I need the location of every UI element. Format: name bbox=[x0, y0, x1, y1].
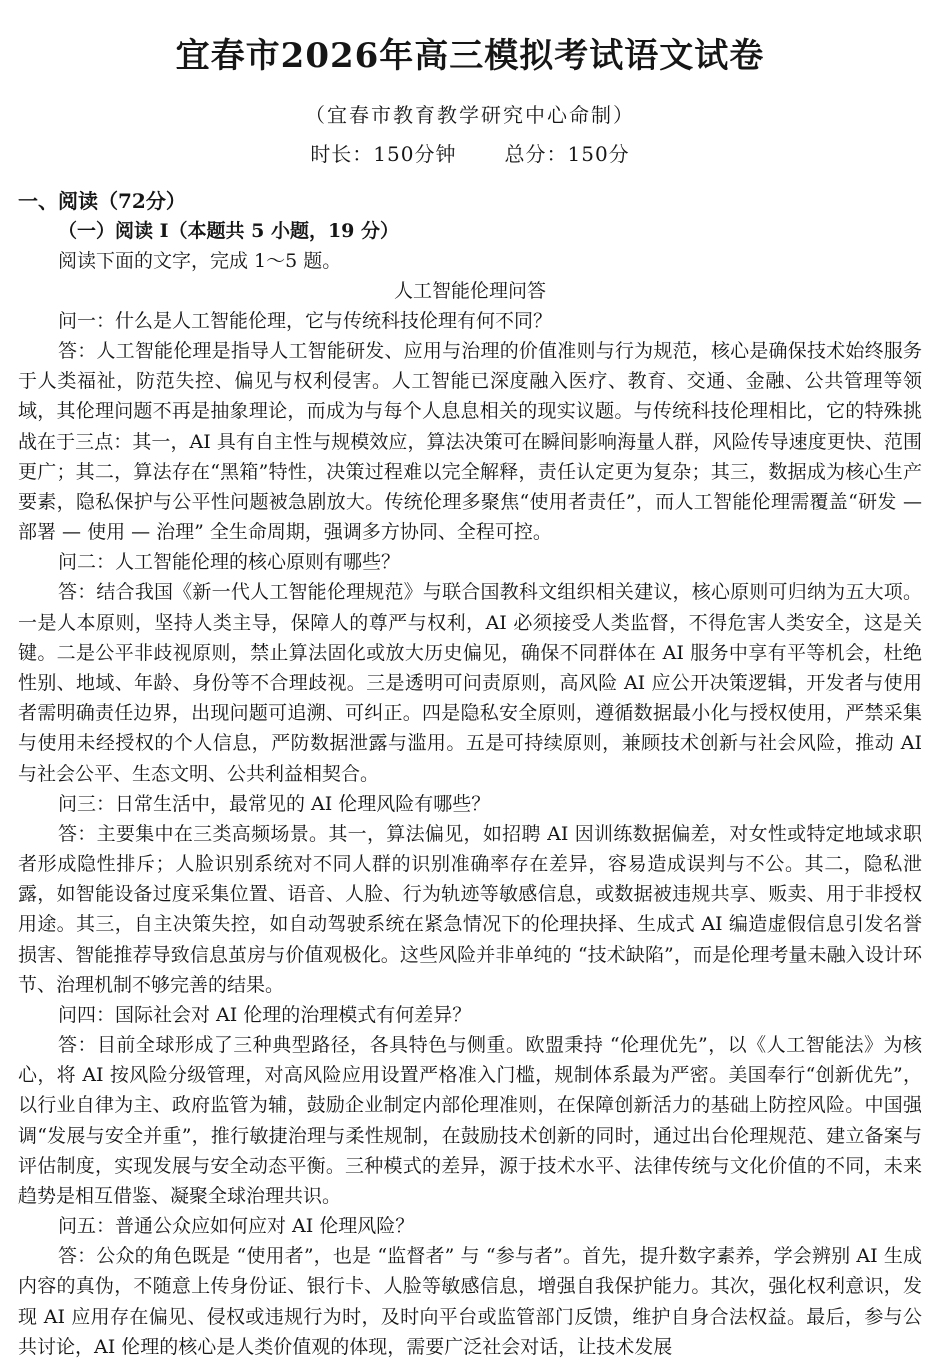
question-3: 问三：日常生活中，最常见的 AI 伦理风险有哪些？ bbox=[58, 792, 491, 815]
exam-meta bbox=[18, 138, 922, 170]
answer-1: 答：人工智能伦理是指导人工智能研发、应用与治理的价值准则与行为规范，核心是确保技术始终服务于人类福祉，防范失控、偏见与权利侵害。人工智能已深度融入医疗、教育、交通、金融、公共管理等领域，其伦理问题不再是抽象理论，而成为与每个人息息相关的现实议题。与传统科技伦理相比，它的特殊挑战在于三点：其一，AI 具有自主性与规模效应，算法决策可在瞬间影响海量人群，风险传导速度更快、范围更广；其二，算法存在“黑箱”特性，决策过程难以完全解释，责任认定更为复杂；其三，数据成为核心生产要素，隐私保护与公平性问题被急剧放大。传统伦理多聚焦“使用者责任”，而人工智能伦理需覆盖“研发 — 部署 — 使用 — 治理” 全生命周期，强调多方协同、全程可控。 bbox=[18, 340, 922, 544]
exam-duration: 时长：150分钟 bbox=[310, 142, 457, 166]
reading-instruction: 阅读下面的文字，完成 1～5 题。 bbox=[58, 250, 342, 272]
section-heading: 一、阅读（72分） bbox=[18, 189, 186, 213]
question-2: 问二：人工智能伦理的核心原则有哪些？ bbox=[58, 551, 401, 574]
question-4: 问四：国际社会对 AI 伦理的治理模式有何差异？ bbox=[58, 1004, 472, 1027]
exam-total-score: 总分：150分 bbox=[504, 142, 630, 166]
answer-2: 答：结合我国《新一代人工智能伦理规范》与联合国教科文组织相关建议，核心原则可归纳为五大项。一是人本原则，坚持人类主导，保障人的尊严与权利，AI 必须接受人类监督，不得危害人类安全，这是关键。二是公平非歧视原则，禁止算法固化或放大历史偏见，确保不同群体在 AI 服务中享有平等机会，杜绝性别、地域、年龄、身份等不合理歧视。三是透明可问责原则，高风险 AI 应公开决策逻辑，开发者与使用者需明确责任边界，出现问题可追溯、可纠正。四是隐私安全原则，遵循数据最小化与授权使用，严禁采集与使用未经授权的个人信息，严防数据泄露与滥用。五是可持续原则，兼顾技术创新与社会风险，推动 AI 与社会公平、生态文明、公共利益相契合。 bbox=[18, 581, 922, 785]
exam-issuer: （宜春市教育教学研究中心命制） bbox=[305, 103, 635, 127]
article-title: 人工智能伦理问答 bbox=[393, 280, 546, 302]
question-5: 问五：普通公众应如何应对 AI 伦理风险？ bbox=[58, 1215, 415, 1238]
answer-5: 答：公众的角色既是 “使用者”，也是 “监督者” 与 “参与者”。首先，提升数字素养，学会辨别 AI 生成内容的真伪，不随意上传身份证、银行卡、人脸等敏感信息，增强自我保护能力。其次，强化权利意识，发现 AI 应用存在偏见、侵权或违规行为时，及时向平台或监管部门反馈，维护自身合法权益。最后，参与公共讨论，AI 伦理的核心是人类价值观的体现，需要广泛社会对话，让技术发展 bbox=[18, 1245, 922, 1358]
answer-4: 答：目前全球形成了三种典型路径，各具特色与侧重。欧盟秉持 “伦理优先”，以《人工智能法》为核心，将 AI 按风险分级管理，对高风险应用设置严格准入门槛，规制体系最为严密。美国奉行“创新优先”，以行业自律为主、政府监管为辅，鼓励企业制定内部伦理准则，在保障创新活力的基础上防控风险。中国强调“发展与安全并重”，推行敏捷治理与柔性规制，在鼓励技术创新的同时，通过出台伦理规范、建立备案与评估制度，实现发展与安全动态平衡。三种模式的差异，源于技术水平、法律传统与文化价值的不同，未来趋势是相互借鉴、凝聚全球治理共识。 bbox=[18, 1034, 922, 1208]
exam-title: 宜春市2026年高三模拟考试语文试卷 bbox=[175, 36, 765, 76]
answer-3: 答：主要集中在三类高频场景。其一，算法偏见，如招聘 AI 因训练数据偏差，对女性或特定地域求职者形成隐性排斥；人脸识别系统对不同人群的识别准确率存在差异，容易造成误判与不公。其二，隐私泄露，如智能设备过度采集位置、语音、人脸、行为轨迹等敏感信息，或数据被违规共享、贩卖、用于非授权用途。其三，自主决策失控，如自动驾驶系统在紧急情况下的伦理抉择、生成式 AI 编造虚假信息引发名誉损害、智能推荐导致信息茧房与价值观极化。这些风险并非单纯的 “技术缺陷”，而是伦理考量未融入设计环节、治理机制不够完善的结果。 bbox=[18, 822, 922, 996]
question-1: 问一：什么是人工智能伦理，它与传统科技伦理有何不同？ bbox=[58, 310, 553, 332]
subsection-heading: （一）阅读 I（本题共 5 小题，19 分） bbox=[58, 220, 400, 242]
